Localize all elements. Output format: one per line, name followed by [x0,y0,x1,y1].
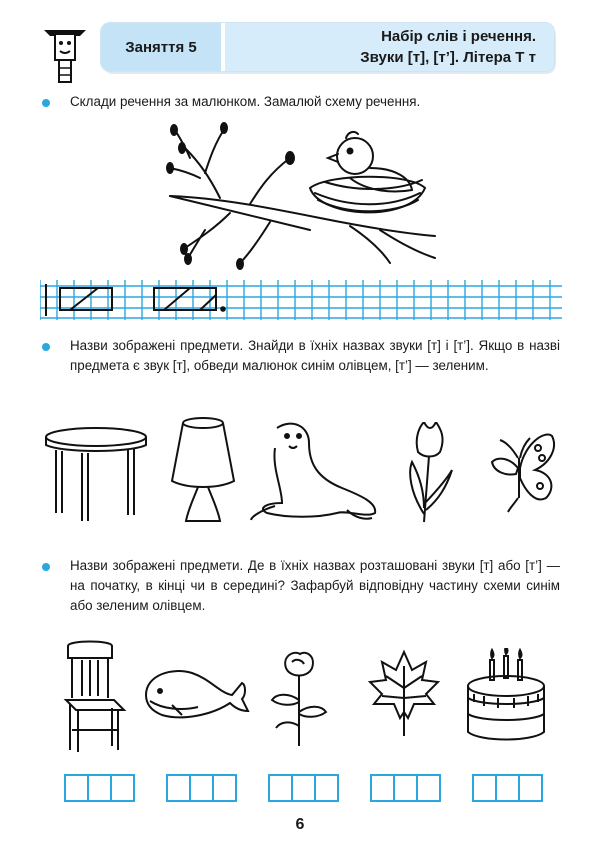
task-bullet [42,99,50,107]
lesson-title-line1: Набір слів і речення. [381,28,536,45]
scheme-cell-start[interactable] [270,776,293,800]
scheme-cell-end[interactable] [214,776,235,800]
cake-icon [460,648,552,744]
sentence-grid [40,280,562,320]
chair-icon [62,638,130,756]
scheme-cell-end[interactable] [112,776,133,800]
scheme-cell-start[interactable] [66,776,89,800]
maple-leaf-icon [368,648,440,740]
butterfly-icon [480,428,560,514]
scheme-cell-middle[interactable] [395,776,418,800]
scheme-cell-start[interactable] [168,776,191,800]
whale-icon [142,665,250,723]
lamp-icon [168,415,238,527]
task-1-text: Склади речення за малюнком. Замалюй схему речення. [70,94,421,109]
task-bullet [42,563,50,571]
task-3-text: Назви зображені предмети. Де в їхніх назвах розташовані звуки [т] або [т’] — на початку, в кінці чи в середині? Зафарбуй відповідну частину схеми синім або зеленим олівцем. [70,558,560,613]
scheme-cell-middle[interactable] [89,776,112,800]
sound-scheme[interactable] [64,774,135,802]
sound-scheme[interactable] [166,774,237,802]
tulip-icon [400,422,460,526]
scheme-cell-middle[interactable] [191,776,214,800]
scheme-cell-middle[interactable] [293,776,316,800]
lesson-header [100,22,555,72]
lesson-title-line2: Звуки [т], [т’]. Літера Т т [360,49,536,66]
scheme-cell-end[interactable] [418,776,439,800]
lesson-label: Заняття 5 [101,23,225,71]
sound-scheme[interactable] [370,774,441,802]
sound-scheme[interactable] [268,774,339,802]
totem-icon [40,20,90,84]
rose-icon [268,650,330,750]
scheme-cell-start[interactable] [474,776,497,800]
table-icon [42,425,150,525]
bird-nest-icon [160,118,440,273]
sound-scheme[interactable] [472,774,543,802]
scheme-cell-end[interactable] [520,776,541,800]
page-number: 6 [295,816,305,833]
scheme-cell-middle[interactable] [497,776,520,800]
scheme-cell-start[interactable] [372,776,395,800]
scheme-cell-end[interactable] [316,776,337,800]
task-2-text: Назви зображені предмети. Знайди в їхніх назвах звуки [т] і [т’]. Якщо в назві предмета є звук [т], обведи малюнок синім олівцем, [т’] — зеленим. [70,338,560,373]
task-bullet [42,343,50,351]
lesson-title [225,23,554,71]
seal-icon [247,418,383,522]
